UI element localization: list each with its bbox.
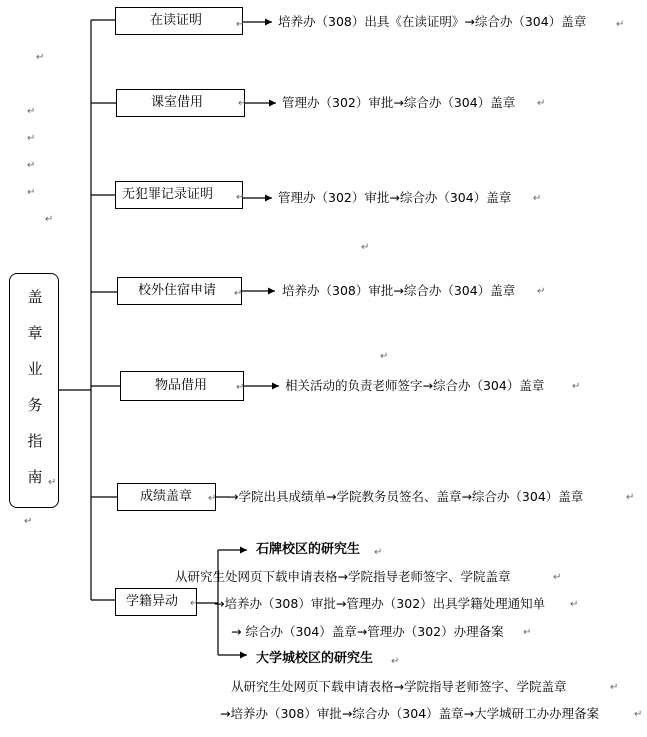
paragraph-mark: ↵ <box>27 133 36 144</box>
branch-description: 相关活动的负责老师签字→综合办（304）盖章 <box>285 378 545 393</box>
branch-description: →学院出具成绩单→学院教务员签名、盖章→综合办（304）盖章 <box>228 489 584 504</box>
paragraph-mark: ↵ <box>48 477 57 488</box>
paragraph-mark: ↵ <box>374 547 383 558</box>
paragraph-mark: ↵ <box>570 599 579 610</box>
paragraph-mark: ↵ <box>27 160 36 171</box>
paragraph-mark: ↵ <box>236 19 245 30</box>
branch-description: 培养办（308）出具《在读证明》→综合办（304）盖章 <box>278 14 587 29</box>
paragraph-mark: ↵ <box>380 351 389 362</box>
root-char: 指 <box>27 432 43 450</box>
branch-no-criminal-record: 无犯罪记录证明 <box>115 181 243 209</box>
paragraph-mark: ↵ <box>572 381 581 392</box>
branch-enrollment-certificate: 在读证明 <box>115 7 243 35</box>
paragraph-mark: ↵ <box>626 492 635 503</box>
branch-item-borrow: 物品借用 <box>120 371 244 401</box>
root-node <box>9 273 59 508</box>
paragraph-mark: ↵ <box>537 286 546 297</box>
root-char: 章 <box>27 324 43 342</box>
paragraph-mark: ↵ <box>45 214 54 225</box>
paragraph-mark: ↵ <box>634 709 643 720</box>
daxuecheng-heading: 大学城校区的研究生 <box>256 651 374 666</box>
paragraph-mark: ↵ <box>236 192 245 203</box>
paragraph-mark: ↵ <box>24 516 33 527</box>
paragraph-mark: ↵ <box>610 682 619 693</box>
branch-classroom-borrow: 课室借用 <box>116 89 245 117</box>
branch-description: 管理办（302）审批→综合办（304）盖章 <box>278 190 512 205</box>
paragraph-mark: ↵ <box>36 52 45 63</box>
shipai-heading: 石牌校区的研究生 <box>256 542 361 557</box>
shipai-step: → 综合办（304）盖章→管理办（302）办理备案 <box>231 624 504 639</box>
branch-transcript-stamp: 成绩盖章 <box>117 483 216 511</box>
paragraph-mark: ↵ <box>27 187 36 198</box>
root-char: 盖 <box>27 288 43 306</box>
shipai-step: →培养办（308）审批→管理办（302）出具学籍处理通知单 <box>214 596 546 611</box>
paragraph-mark: ↵ <box>208 493 217 504</box>
branch-offcampus-housing: 校外住宿申请 <box>117 277 242 305</box>
paragraph-mark: ↵ <box>533 193 542 204</box>
branch-description: 管理办（302）审批→综合办（304）盖章 <box>282 95 516 110</box>
root-char: 业 <box>27 360 43 378</box>
shipai-step: 从研究生处网页下载申请表格→学院指导老师签字、学院盖章 <box>175 569 511 584</box>
paragraph-mark: ↵ <box>523 627 532 638</box>
paragraph-mark: ↵ <box>391 656 400 667</box>
paragraph-mark: ↵ <box>537 98 546 109</box>
paragraph-mark: ↵ <box>553 572 562 583</box>
branch-description: 培养办（308）审批→综合办（304）盖章 <box>282 283 516 298</box>
paragraph-mark: ↵ <box>234 288 243 299</box>
root-char: 南 <box>27 468 43 486</box>
daxuecheng-step: 从研究生处网页下载申请表格→学院指导老师签字、学院盖章 <box>231 679 567 694</box>
paragraph-mark: ↵ <box>27 106 36 117</box>
paragraph-mark: ↵ <box>190 598 199 609</box>
daxuecheng-step: →培养办（308）审批→综合办（304）盖章→大学城研工办办理备案 <box>220 706 600 721</box>
paragraph-mark: ↵ <box>616 19 625 30</box>
root-char: 务 <box>27 396 43 414</box>
branch-status-change: 学籍异动 <box>115 588 197 616</box>
paragraph-mark: ↵ <box>236 382 245 393</box>
paragraph-mark: ↵ <box>238 98 247 109</box>
paragraph-mark: ↵ <box>361 242 370 253</box>
